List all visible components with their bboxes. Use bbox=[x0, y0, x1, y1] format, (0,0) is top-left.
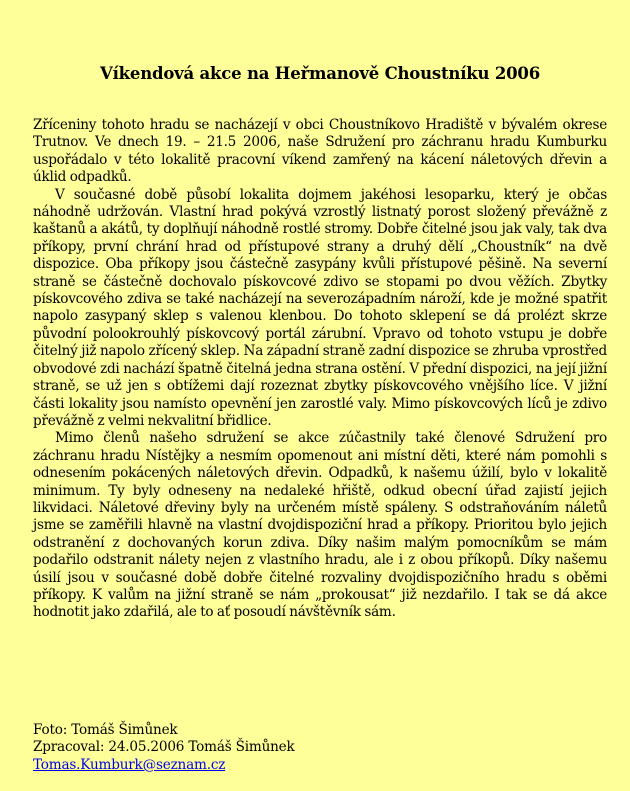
processed-by: Zpracoval: 24.05.2006 Tomáš Šimůnek bbox=[33, 739, 295, 756]
email-link[interactable]: Tomas.Kumburk@seznam.cz bbox=[33, 756, 226, 773]
photo-credit: Foto: Tomáš Šimůnek bbox=[33, 722, 178, 738]
article-title: Víkendová akce na Heřmanově Choustníku 2006 bbox=[100, 64, 540, 83]
article-body bbox=[33, 117, 607, 622]
paragraph-intro: Zříceniny tohoto hradu se nacházejí v obci Choustníkovo Hradiště v bývalém okrese Trutnov. Ve dnech 19. – 21.5 2006, naše Sdružení pro záchranu hradu Kumburku uspořádalo v této lokalitě pracovní víkend zamřený na kácení náletových dřevin a úklid odpadků. bbox=[33, 117, 607, 186]
paragraph-event: Mimo členů našeho sdružení se akce zúčastnily také členové Sdružení pro záchranu hradu Nístějky a nesmím opomenout ani místní děti, které nám pomohli s odnesením pokácených náletových dřevin. Odpadků, k našemu úžilí, bylo v lokalitě minimum. Ty byly odneseny na nedaleké hřiště, odkud obecní úřad zajistí jejich likvidaci. Náletové dřeviny byly na určeném místě spáleny. S odstraňováním náletů jsme se zaměřili hlavně na vlastní dvojdispoziční hrad a příkopy. Prioritou bylo jejich odstranění z dochovaných korun zdiva. Díky našim malým pomocníkům se mám podařilo odstranit nálety nejen z vlastního hradu, ale i z obou příkopů. Díky našemu úsilí jsou v současné době dobře čitelné rozvaliny dvojdispozičního hradu s oběmi příkopy. K valům na jižní straně se nám „prokousat“ již nezdařilo. I tak se dá akce hodnotit jako zdařilá, ale to ať posoudí návštěvník sám. bbox=[33, 430, 607, 621]
paragraph-description: V současné době působí lokalita dojmem jakéhosi lesoparku, který je občas náhodně udržován. Vlastní hrad pokývá vzrostlý listnatý porost složený převážně z kaštanů a akátů, ty doplňují náhodně rostlé stromy. Dobře čitelné jsou jak valy, tak dva příkopy, první chrání hrad od přístupové strany a druhý dělí „Choustník“ na dvě dispozice. Oba příkopy jsou částečně zasypány kvůli přístupové pěšině. Na severní straně se částečně dochovalo pískovcové zdivo se stopami po dvou věžích. Zbytky pískovcového zdiva se také nacházejí na severozápadním nároží, kde je možné spatřit napolo zasypaný sklep s valenou klenbou. Do tohoto sklepení se dá prolézt skrze původní polookrouhlý pískovcový portál zárubní. Vpravo od tohoto vstupu je dobře čitelný již napolo zřícený sklep. Na západní straně zadní dispozice se zhruba vprostřed obvodové zdi nachází špatně čitelná jedna strana ostění. V přední dispozici, na její jižní straně, se už jen s obtížemi dají rozeznat zbytky pískovcového vnějšího líce. V jižní části lokality jsou namísto opevnění jen zarostlé valy. Mimo pískovcových líců je zdivo převážně z velmi nekvalitní břidlice. bbox=[33, 186, 607, 429]
article-footer bbox=[33, 722, 607, 774]
